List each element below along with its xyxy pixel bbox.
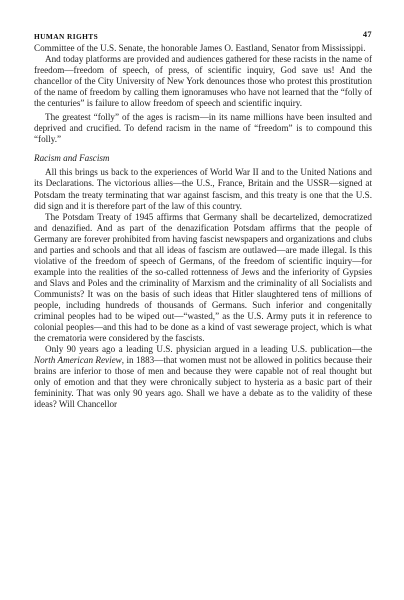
running-head-title: HUMAN RIGHTS bbox=[34, 32, 99, 41]
paragraph: The Potsdam Treaty of 1945 affirms that Germany shall be decartelized, democratized and denazified. And as part of the denazification Potsdam affirms that the people of Germany are forever prohibited from having fascist newspapers and organizations and clubs and parties and schools and that all ideas of fascism are outlawed—are made illegal. Is this violative of the freedom of speech of Germans, of the freedom of scientific inquiry—for example into the realities of the so-called rottenness of Jews and the inferiority of Gypsies and Slavs and Poles and the criminality of Marxism and the criminality of all Socialists and Communists? It was on the basis of such ideas that Hitler slaughtered tens of millions of people, including hundreds of thousands of Germans. Such inferior and congenitally criminal peoples had to be wiped out—“wasted,” as the U.S. Army puts it in reference to colonial peoples—and this had to be done as a kind of vast sewerage project, which is what the crematoria were considered by the fascists. bbox=[34, 211, 372, 344]
paragraph bbox=[34, 344, 372, 410]
book-page bbox=[34, 30, 372, 578]
paragraph: And today platforms are provided and audiences gathered for these racists in the name of freedom—freedom of speech, of press, of scientific inquiry, God save us! And the chancellor of the City University of New York denounces those who protest this prostitution of the name of freedom by calling them ignoramuses who have not learned that the “folly of the centuries” is failure to allow freedom of speech and scientific inquiry. bbox=[34, 54, 372, 109]
running-head bbox=[34, 30, 372, 43]
page-number: 47 bbox=[362, 30, 372, 39]
paragraph-text: , in 1883—that women must not be allowed in politics because their brains are inferior to those of men and because they were capable not of real thought but only of emotion and that they were chronically subject to hysteria as a basic part of their femininity. That was only 90 years ago. Shall we have a debate as to the validity of these ideas? Will Chancellor bbox=[34, 355, 372, 410]
publication-title: North American Review bbox=[34, 355, 122, 366]
section-heading: Racism and Fascism bbox=[34, 153, 110, 164]
paragraph-continued: Committee of the U.S. Senate, the honorable James O. Eastland, Senator from Mississippi. bbox=[34, 43, 366, 53]
body-text bbox=[34, 43, 372, 410]
paragraph: All this brings us back to the experiences of World War II and to the United Nations and its Declarations. The victorious allies—the U.S., France, Britain and the USSR—signed at Potsdam the treaty terminating that war against fascism, and this treaty is one that the U.S. did sign and it is therefore part of the law of this country. bbox=[34, 167, 372, 211]
paragraph-text: Only 90 years ago a leading U.S. physician argued in a leading U.S. publication—the bbox=[45, 344, 372, 355]
paragraph: The greatest “folly” of the ages is racism—in its name millions have been insulted and deprived and crucified. To defend racism in the name of “freedom” is to compound this “folly.” bbox=[34, 112, 372, 145]
